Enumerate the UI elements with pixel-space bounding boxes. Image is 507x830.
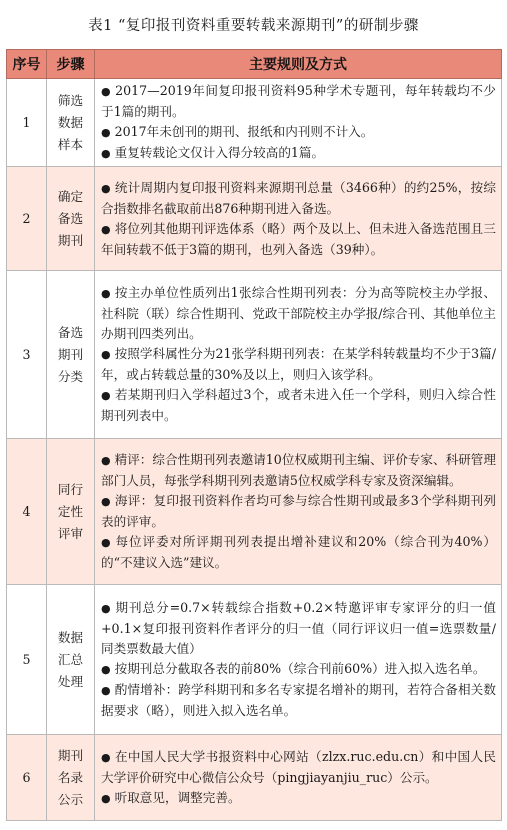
- rule-cell: [95, 79, 502, 167]
- rule-text: 听取意见，调整完善。: [114, 789, 241, 805]
- bullet-icon: ●: [101, 684, 111, 697]
- row-number: 2: [7, 167, 47, 271]
- rule-text: 按主办单位性质列出1张综合性期刊列表：分为高等院校主办学报、社科院（联）综合性期刊、党政干部院校主办学报/综合刊、其他单位主办期刊四类列出。: [101, 285, 496, 341]
- header-step: 步骤: [47, 50, 95, 79]
- table-row: [7, 271, 502, 439]
- bullet-icon: ●: [101, 126, 111, 139]
- bullet-icon: ●: [101, 181, 111, 195]
- rule-item: [101, 178, 496, 219]
- rule-text: 若某期刊归入学科超过3个，或者未进入任一个学科，则归入综合性期刊列表中。: [101, 387, 496, 423]
- rule-text: 期刊总分=0.7×转载综合指数+0.2×特邀评审专家评分的归一值+0.1×复印报刊资料作者评分的归一值（同行评议归一值=选票数量/同类票数最大值）: [101, 600, 497, 656]
- rule-item: [101, 450, 496, 491]
- rule-item: [101, 344, 496, 385]
- table-caption: 表1 “复印报刊资料重要转载来源期刊”的研制步骤: [88, 18, 419, 34]
- bullet-icon: ●: [101, 454, 111, 467]
- bullet-icon: ●: [101, 287, 111, 300]
- rule-item: [101, 788, 496, 809]
- table-row: [7, 735, 502, 821]
- rule-item: [101, 659, 496, 680]
- rule-cell: [95, 735, 502, 821]
- rule-item: [101, 283, 496, 344]
- rule-cell: [95, 439, 502, 585]
- step-name: 数据汇总处理: [57, 629, 84, 689]
- bullet-icon: ●: [101, 663, 111, 676]
- rule-text: 2017年未创刊的期刊、报纸和内刊则不计入。: [114, 124, 374, 139]
- table-row: [7, 167, 502, 271]
- bullet-icon: ●: [101, 147, 111, 160]
- header-no: 序号: [7, 50, 47, 79]
- header-rule: 主要规则及方式: [95, 50, 502, 79]
- rule-cell: [95, 585, 502, 735]
- rule-text: 精评：综合性期刊列表邀请10位权威期刊主编、评价专家、科研管理部门人员，每张学科期刊列表邀请5位权威学科专家及资深编辑。: [101, 452, 496, 488]
- table-row: [7, 585, 502, 735]
- rule-text: 按照学科属性分为21张学科期刊列表：在某学科转载量均不少于3篇/年，或占转载总量的30%及以上，则归入该学科。: [101, 346, 496, 382]
- rule-text: 按期刊总分截取各表的前80%（综合刊前60%）进入拟入选名单。: [114, 661, 486, 676]
- step-name: 确定备选期刊: [57, 188, 84, 248]
- bullet-icon: ●: [101, 85, 112, 98]
- rule-text: 每位评委对所评期刊列表提出增补建议和20%（综合刊为40%）的“不建议入选”建议。: [101, 534, 496, 570]
- bullet-icon: ●: [101, 750, 111, 764]
- rule-item: [101, 122, 496, 143]
- row-number: 1: [7, 79, 47, 167]
- rule-item: [101, 491, 496, 532]
- rule-item: [101, 219, 496, 260]
- bullet-icon: ●: [101, 791, 111, 805]
- row-number: 6: [7, 735, 47, 821]
- rule-item: [101, 532, 496, 573]
- bullet-icon: ●: [101, 348, 111, 361]
- rule-item: [101, 385, 496, 426]
- rule-cell: [95, 167, 502, 271]
- bullet-icon: ●: [101, 495, 111, 508]
- step-name: 期刊名录公示: [57, 747, 84, 807]
- bullet-icon: ●: [101, 222, 111, 236]
- table-row: [7, 79, 502, 167]
- rule-item: [101, 598, 496, 659]
- rule-text: 海评：复印报刊资料作者均可参与综合性期刊或最多3个学科期刊列表的评审。: [101, 493, 496, 529]
- rule-cell: [95, 271, 502, 439]
- rule-item: [101, 747, 496, 788]
- rule-text: 将位列其他期刊评选体系（略）两个及以上、但未进入备选范围且三年间转载不低于3篇的期刊，也列入备选（39种）。: [101, 220, 496, 257]
- rule-item: [101, 680, 496, 721]
- step-name: 筛选数据样本: [57, 92, 84, 152]
- research-steps-table: [6, 49, 502, 821]
- table-row: [7, 439, 502, 585]
- rule-text: 重复转载论文仅计入得分较高的1篇。: [114, 145, 325, 160]
- rule-item: [101, 143, 496, 164]
- step-name: 备选期刊分类: [57, 324, 84, 384]
- header-row: [7, 50, 502, 79]
- rule-item: [101, 81, 496, 122]
- rule-text: 酌情增补：跨学科期刊和多名专家提名增补的期刊，若符合备相关数据要求（略），则进入拟入选名单。: [101, 682, 496, 718]
- rule-text: 在中国人民大学书报资料中心网站（zlzx.ruc.edu.cn）和中国人民大学评价研究中心微信公众号（pingjiayanjiu_ruc）公示。: [101, 748, 496, 785]
- bullet-icon: ●: [101, 389, 111, 402]
- bullet-icon: ●: [101, 536, 112, 549]
- row-number: 5: [7, 585, 47, 735]
- rule-text: 2017—2019年间复印报刊资料95种学术专题刊，每年转载均不少于1篇的期刊。: [101, 83, 496, 119]
- rule-text: 统计周期内复印报刊资料来源期刊总量（3466种）的约25%，按综合指数排名截取前出876种期刊进入备选。: [101, 179, 496, 216]
- row-number: 4: [7, 439, 47, 585]
- step-name: 同行定性评审: [57, 481, 84, 541]
- bullet-icon: ●: [101, 602, 112, 615]
- row-number: 3: [7, 271, 47, 439]
